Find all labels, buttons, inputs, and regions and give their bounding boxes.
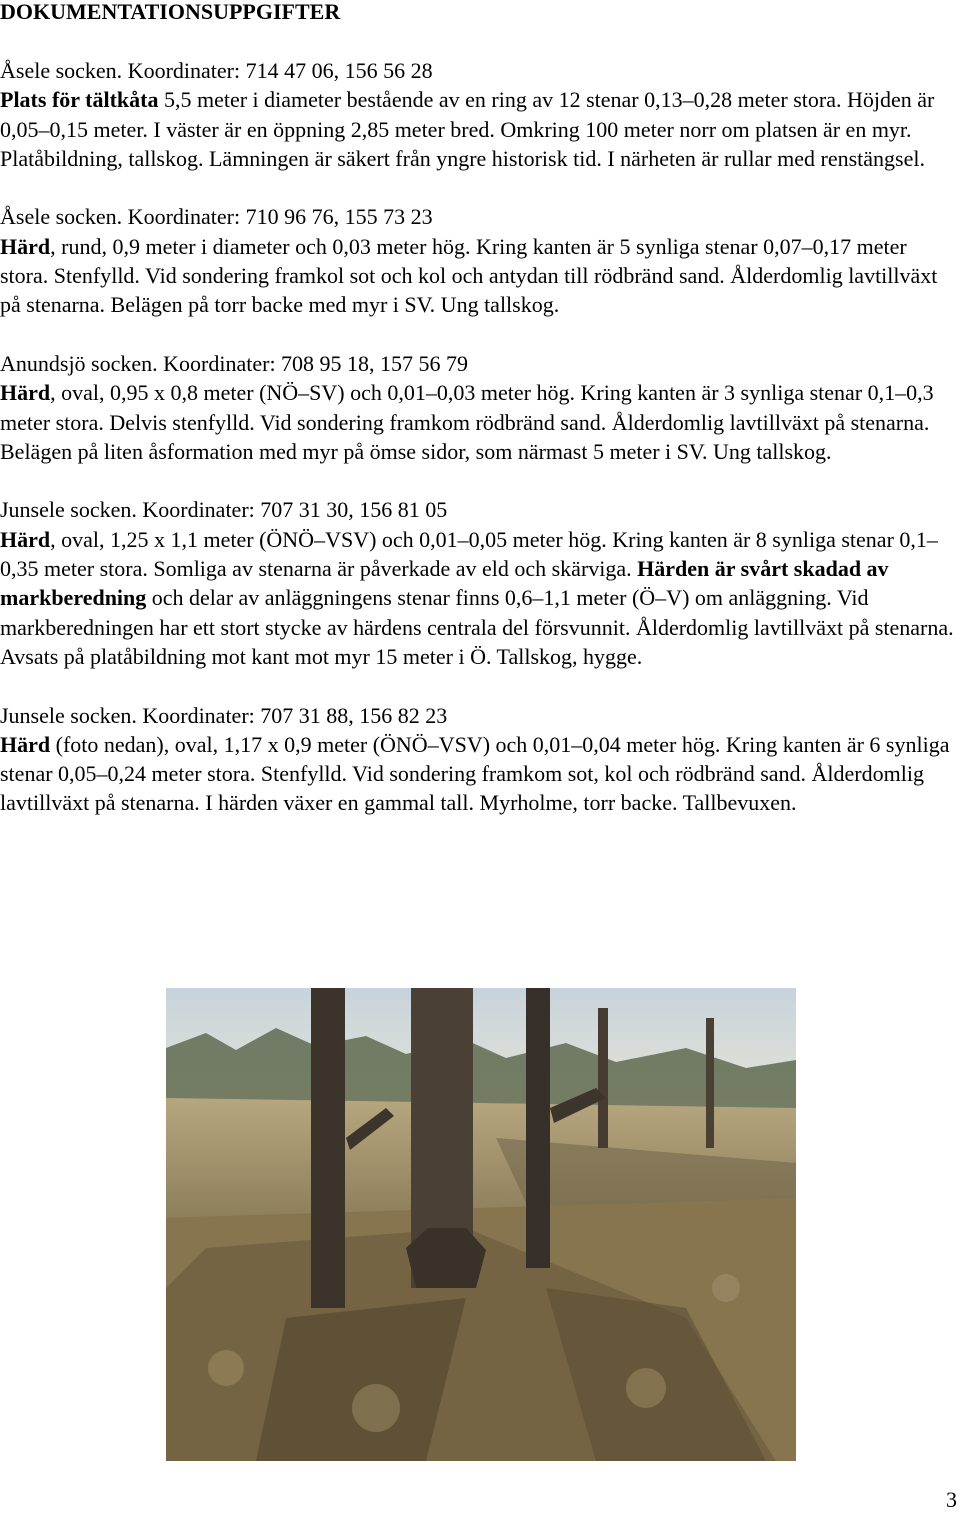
entry-damage-note: Härden är svårt skadad av markberedning — [0, 556, 889, 611]
entry-location: Junsele socken. Koordinater: 707 31 88, 156 82 23 — [0, 702, 448, 728]
entry-description: , oval, 1,25 x 1,1 meter (ÖNÖ–VSV) och 0,01–0,05 meter hög. Kring kanten är 8 synliga stenar 0,1–0,35 meter stora. Somliga av stenarna är påverkade av eld och skärviga. — [0, 526, 938, 582]
entry-body — [0, 378, 958, 437]
entry-description: 5,5 meter i diameter bestående av en ring av 12 stenar 0,13–0,28 meter stora. Höjden är 0,05–0,15 meter. I väster är en öppning 2,85 meter bred. Omkring 100 meter norr om platsen är en myr. Platåbildning, tallskog. Lämningen är säkert från yngre historisk tid. I närheten är rullar med renstängsel. — [0, 87, 935, 171]
entry-3 — [0, 349, 958, 466]
entry-location: Åsele socken. Koordinater: 714 47 06, 156 56 28 — [0, 58, 433, 83]
forest-photo-illustration — [166, 988, 796, 1461]
entry-type: Härd — [0, 233, 51, 259]
documentation-entries — [0, 56, 958, 818]
entry-extra: Belägen på liten åsformation med myr på ömse sidor, som närmast 5 meter i SV. Ung tallskog. — [0, 438, 832, 464]
entry-description: , oval, 0,95 x 0,8 meter (NÖ–SV) och 0,01–0,03 meter hög. Kring kanten är 3 synliga stenar 0,1–0,3 meter stora. Delvis stenfylld. Vid sondering framkom rödbränd sand. Ålderdomlig lavtillväxt på stenarna. — [0, 380, 934, 435]
entry-location: Junsele socken. Koordinater: 707 31 30, 156 81 05 — [0, 497, 448, 523]
entry-body — [0, 85, 958, 173]
entry-location: Anundsjö socken. Koordinater: 708 95 18, 157 56 79 — [0, 350, 469, 376]
forest-photo — [166, 988, 796, 1461]
entry-body — [0, 232, 958, 320]
entry-extra: Avsats på platåbildning mot kant mot myr 15 meter i Ö. Tallskog, hygge. — [0, 643, 643, 669]
entry-type: Härd — [0, 526, 51, 552]
entry-description: , rund, 0,9 meter i diameter och 0,03 meter hög. Kring kanten är 5 synliga stenar 0,07–0,17 meter stora. Stenfylld. Vid sondering framkol sot och kol och antydan till rödbränd sand. Ålderdomlig lavtillväxt på stenarna. Belägen på torr backe med myr i SV. Ung tallskog. — [0, 233, 938, 318]
entry-1 — [0, 56, 958, 173]
entry-5 — [0, 701, 958, 818]
entry-type: Härd — [0, 380, 51, 406]
entry-body — [0, 730, 958, 818]
entry-location: Åsele socken. Koordinater: 710 96 76, 155 73 23 — [0, 204, 433, 230]
entry-type: Härd — [0, 731, 51, 757]
page-number: 3 — [946, 1487, 957, 1512]
entry-4 — [0, 495, 958, 671]
page-heading: DOKUMENTATIONSUPPGIFTER — [0, 0, 341, 24]
entry-damage-continuation: och delar av anläggningens stenar finns 0,6–1,1 meter (Ö–V) om anläggning. Vid markberedningen har ett stort stycke av härdens centrala del försvunnit. Ålderdomlig lavtillväxt på stenarna. — [0, 585, 954, 640]
entry-description: (foto nedan), oval, 1,17 x 0,9 meter (ÖNÖ–VSV) och 0,01–0,04 meter hög. Kring kanten är 6 synliga stenar 0,05–0,24 meter stora. Stenfylld. Vid sondering framkom sot, kol och rödbränd sand. Ålderdomlig lavtillväxt på stenarna. I härden växer en gammal tall. Myrholme, torr backe. Tallbevuxen. — [0, 731, 950, 816]
entry-2 — [0, 202, 958, 319]
entry-body — [0, 525, 958, 642]
entry-type: Plats för tältkåta — [0, 87, 159, 113]
